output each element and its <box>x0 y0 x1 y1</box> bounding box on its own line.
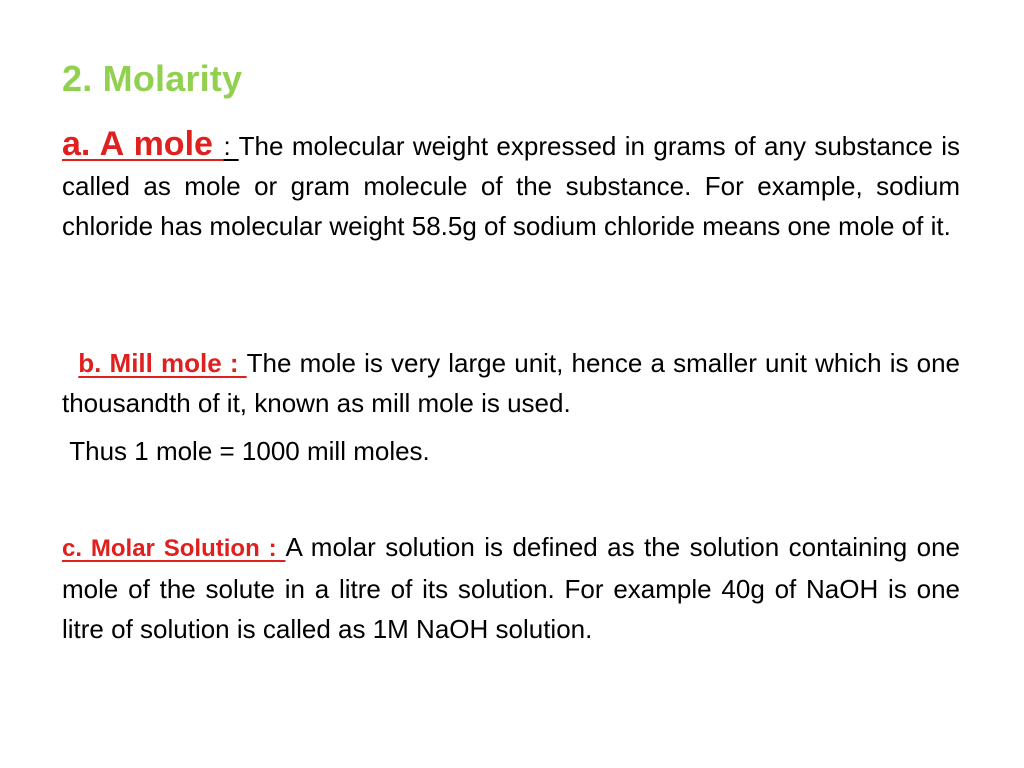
term-b-mill-mole: b. Mill mole : <box>78 348 247 378</box>
paragraph-mole-text: The molecular weight expressed in grams of any substance is called as mole or gram molecule of the substance. For example, sodium chloride has molecular weight 58.5g of sodium chloride means one mole of it. <box>62 131 960 241</box>
term-a-separator: : <box>223 131 239 161</box>
mill-mole-conversion-note <box>62 431 960 471</box>
term-c-molar-solution: c. Molar Solution : <box>62 535 286 562</box>
term-a-mole: a. A mole <box>62 125 224 163</box>
paragraph-molar-solution-text: A molar solution is defined as the solution containing one mole of the solute in a litre of its solution. For example 40g of NaOH is one litre of solution is called as 1M NaOH solution. <box>62 532 960 644</box>
paragraph-molar-solution <box>62 527 960 649</box>
conversion-note-text: Thus 1 mole = 1000 mill moles. <box>69 436 430 466</box>
paragraph-mill-mole <box>62 343 960 423</box>
paragraph-mole <box>62 124 960 246</box>
slide-title: 2. Molarity <box>62 58 243 99</box>
paragraph-mill-mole-text: The mole is very large unit, hence a smaller unit which is one thousandth of it, known as mill mole is used. <box>62 348 961 418</box>
